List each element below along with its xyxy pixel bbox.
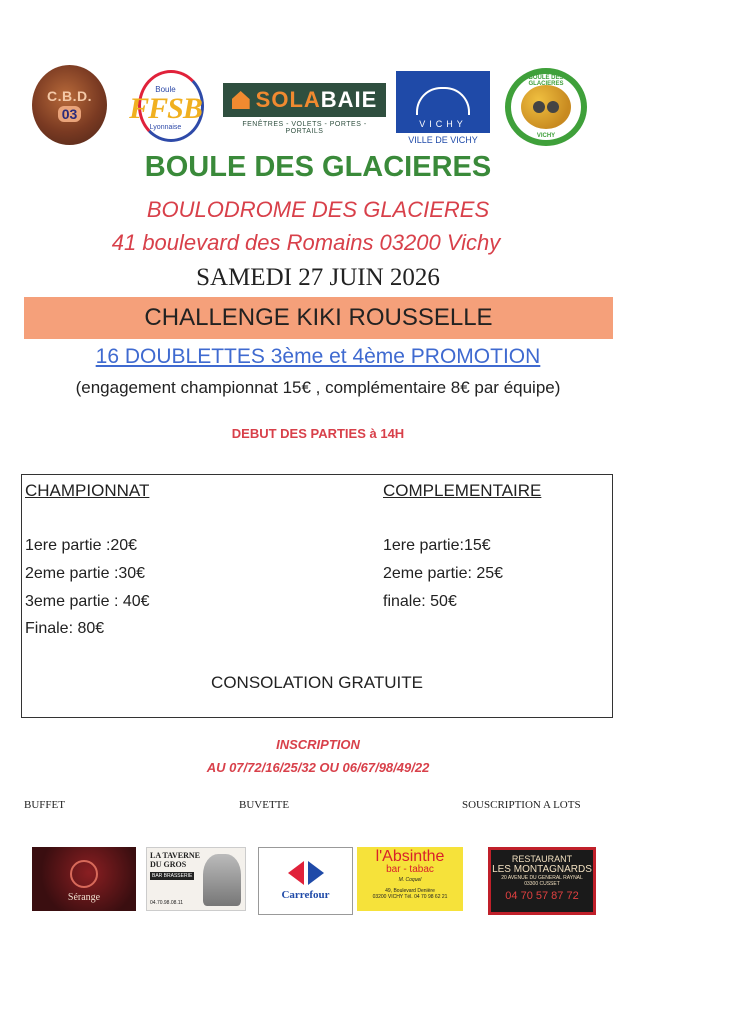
absinthe-owner: M. Coquel [398, 877, 422, 883]
montagnards-line3: 20 AVENUE DU GENERAL RAYNAL [501, 875, 583, 881]
solabaie-name-b: BAIE [320, 87, 378, 112]
complementaire-prize-line: 1ere partie:15€ [383, 537, 491, 554]
inscription-title: INSCRIPTION [276, 737, 360, 752]
promotion-heading: 16 DOUBLETTES 3ème et 4ème PROMOTION [95, 345, 541, 368]
complementaire-prize-line: finale: 50€ [383, 593, 457, 610]
serange-ring-icon [70, 860, 98, 888]
championnat-prize-line: 3eme partie : 40€ [25, 593, 150, 610]
vichy-logo-word: VICHY [419, 119, 467, 129]
challenge-banner: CHALLENGE KIKI ROUSSELLE [24, 297, 613, 339]
carrefour-name: Carrefour [281, 889, 330, 901]
page-title: BOULE DES GLACIERES [144, 151, 492, 183]
taverne-name: LA TAVERNE DU GROS [150, 851, 201, 869]
absinthe-sponsor-logo [357, 847, 463, 911]
buvette-label: BUVETTE [239, 799, 290, 811]
entry-fees: (engagement championnat 15€ , complémentaire 8€ par équipe) [75, 378, 561, 397]
taverne-phone: 04.70.98.08.11 [150, 900, 183, 906]
bdg-logo-top: BOULE DES GLACIERES [528, 75, 564, 87]
montagnards-line1: RESTAURANT [511, 854, 573, 864]
inscription-phones: AU 07/72/16/25/32 OU 06/67/98/49/22 [206, 760, 430, 775]
boule-des-glacieres-logo [505, 68, 587, 146]
ffsb-logo [118, 70, 213, 145]
bdg-logo-bottom: VICHY [536, 133, 556, 139]
carrefour-mark-icon [288, 861, 324, 885]
serange-sponsor-logo [32, 847, 136, 911]
viking-figure-icon [203, 854, 241, 906]
cbd-logo-text: C.B.D. [47, 88, 92, 104]
ffsb-logo-bottom: Lyonnaise [149, 123, 182, 131]
absinthe-city-phone: 03200 VICHY Tél. 04 70 98 62 21 [372, 894, 448, 900]
cbd-03-logo [32, 65, 107, 145]
venue-name: BOULODROME DES GLACIERES [146, 197, 490, 222]
consolation-note: CONSOLATION GRATUITE [211, 673, 423, 692]
montagnards-sponsor-logo [488, 847, 596, 915]
absinthe-name: l'Absinthe [375, 848, 445, 865]
solabaie-name-a: SOLA [255, 87, 321, 112]
ffsb-logo-top: Boule [155, 84, 176, 94]
montagnards-phone: 04 70 57 87 72 [505, 890, 579, 902]
championnat-prize-line: 1ere partie :20€ [25, 537, 138, 554]
complementaire-heading: COMPLEMENTAIRE [383, 481, 542, 500]
vichy-logo [396, 69, 490, 147]
vichy-logo-caption: VILLE DE VICHY [408, 135, 478, 145]
solabaie-tagline: FENÊTRES - VOLETS - PORTES - PORTAILS [242, 121, 367, 135]
montagnards-line2: LES MONTAGNARDS [492, 864, 592, 875]
start-time: DEBUT DES PARTIES à 14H [231, 426, 405, 441]
complementaire-prize-line: 2eme partie: 25€ [383, 565, 504, 582]
solabaie-logo [223, 83, 386, 135]
championnat-prize-line: Finale: 80€ [25, 620, 105, 637]
arch-icon [416, 87, 470, 115]
boules-icon [521, 85, 571, 129]
souscription-label: SOUSCRIPTION A LOTS [462, 799, 581, 811]
montagnards-line4: 03300 CUSSET [524, 881, 560, 887]
house-icon [232, 91, 250, 109]
ffsb-logo-main: FFSB [129, 91, 202, 125]
carrefour-sponsor-logo [258, 847, 353, 915]
event-date: SAMEDI 27 JUIN 2026 [196, 264, 440, 291]
absinthe-address: 49, Boulevard Denière [385, 888, 435, 894]
championnat-prize-line: 2eme partie :30€ [25, 565, 146, 582]
venue-address: 41 boulevard des Romains 03200 Vichy [111, 230, 501, 255]
absinthe-tag: bar - tabac [386, 864, 434, 875]
cbd-logo-number: 03 [58, 106, 82, 122]
taverne-tag: BAR BRASSERIE [152, 873, 193, 879]
prize-table [21, 474, 613, 718]
taverne-sponsor-logo [146, 847, 246, 911]
buffet-label: BUFFET [24, 799, 65, 811]
championnat-heading: CHAMPIONNAT [25, 481, 150, 500]
serange-name: Sérange [67, 892, 101, 903]
